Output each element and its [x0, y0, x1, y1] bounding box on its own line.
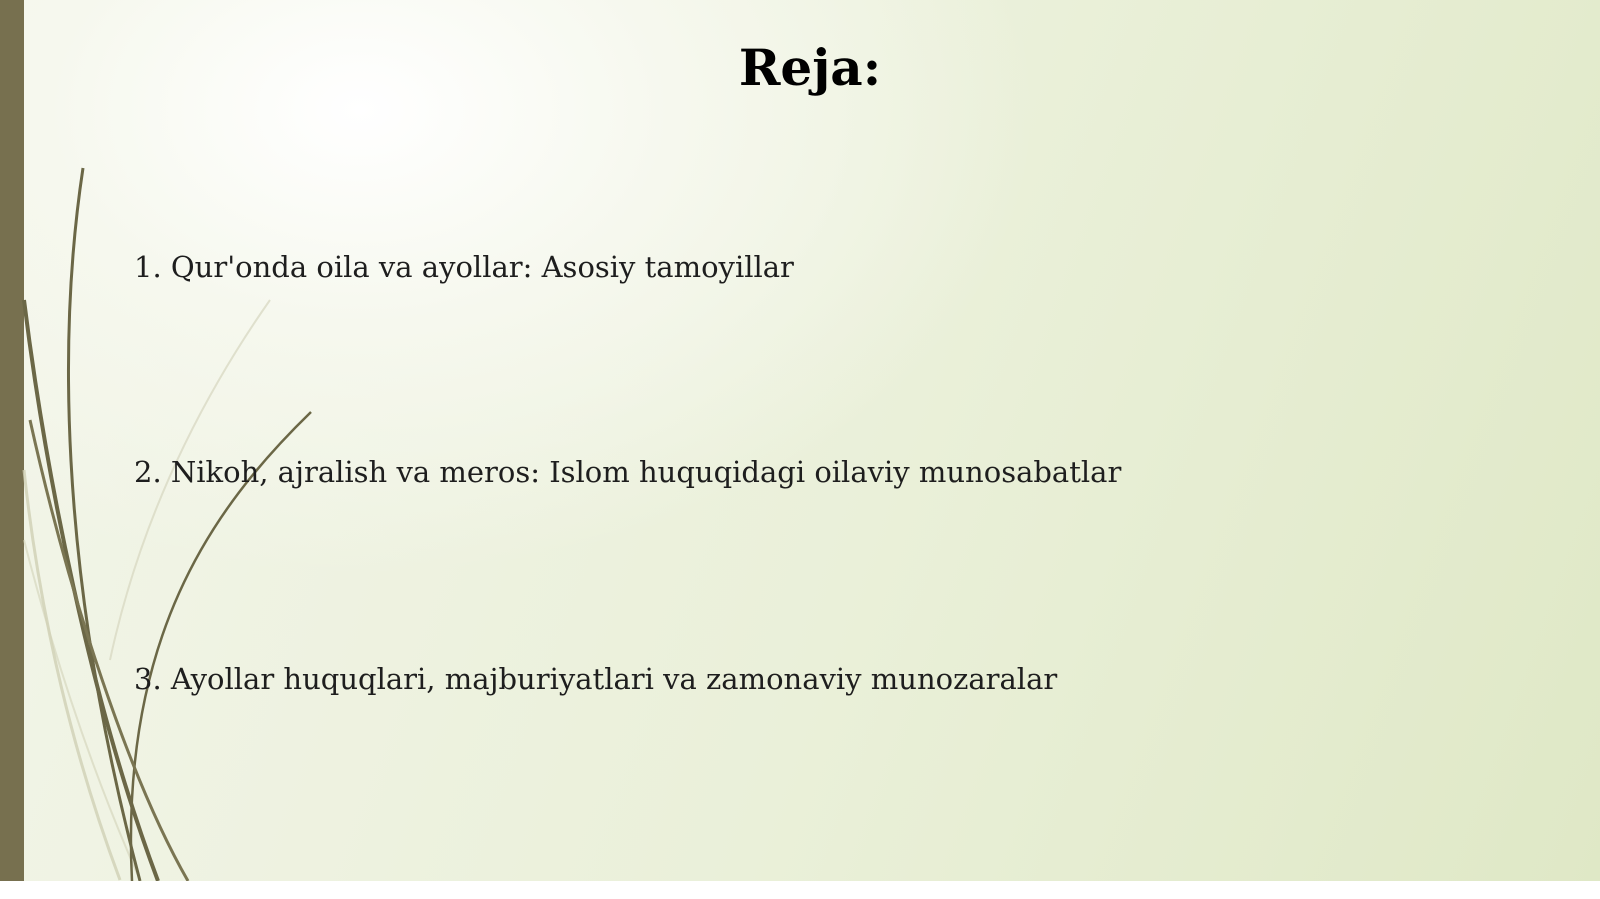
slide-title: Reja:: [738, 38, 882, 97]
plan-item-2: 2. Nikoh, ajralish va meros: Islom huquqidagi oilaviy munosabatlar: [134, 455, 1122, 489]
grass-decoration: [0, 0, 320, 881]
bottom-strip: [0, 881, 1600, 899]
plan-item-3: 3. Ayollar huquqlari, majburiyatlari va zamonaviy munozaralar: [134, 662, 1058, 696]
plan-item-1: 1. Qur'onda oila va ayollar: Asosiy tamoyillar: [134, 250, 794, 284]
